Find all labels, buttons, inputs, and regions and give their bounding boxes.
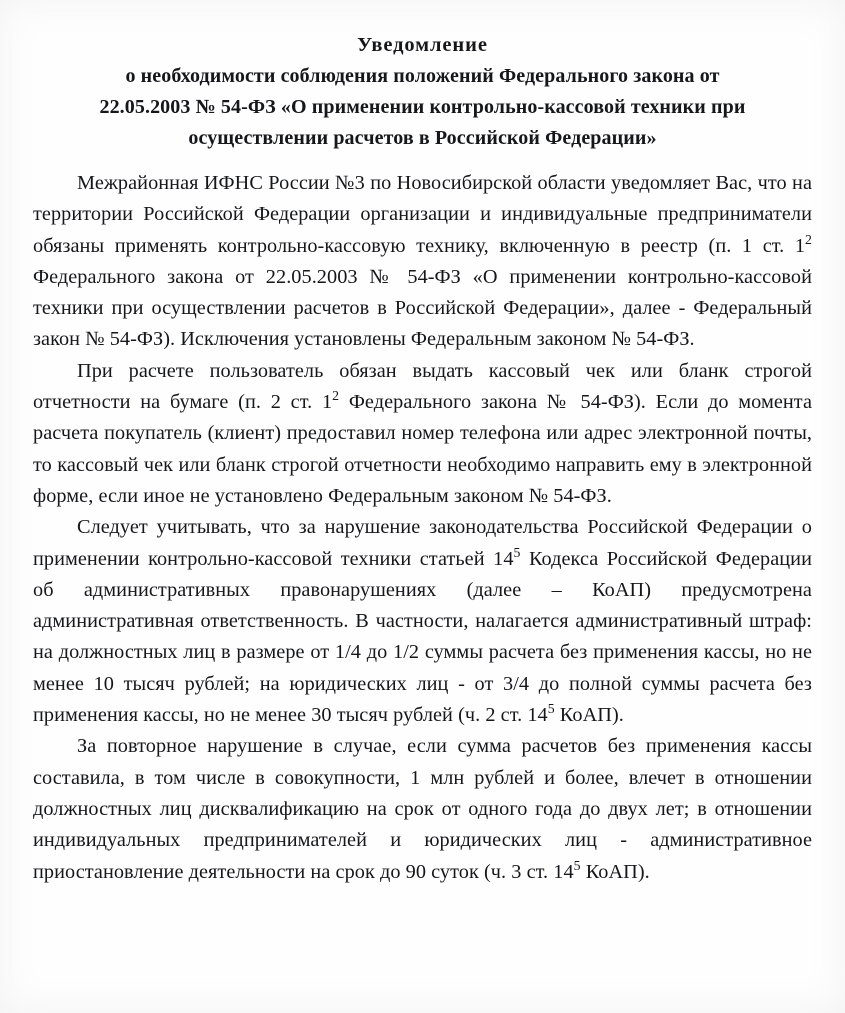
title-line-1: Уведомление — [357, 34, 488, 56]
paragraph-4: За повторное нарушение в случае, если сумма расчетов без применения кассы составила, в том числе в совокупности, 1 млн рублей и более, влечет в отношении должностных лиц дисквалификацию на срок от одного года до двух лет; в отношении индивидуальных предпринимателей и юридических лиц - административное приостановление деятельности на срок до 90 суток (ч. 3 ст. $14^5$ КоАП). — [33, 735, 812, 883]
title-line-2: о необходимости соблюдения положений Федерального закона от — [125, 65, 720, 87]
paragraph-2: При расчете пользователь обязан выдать кассовый чек или бланк строгой отчетности на бумаге (п. 2 ст. $1^2$ Федерального закона № 54-ФЗ). Если до момента расчета покупатель (клиент) предоставил номер телефона или адрес электронной почты, то кассовый чек или бланк строгой отчетности необходимо направить ему в электронной форме, если иное не установлено Федеральным законом № 54-ФЗ. — [33, 359, 813, 507]
paragraph-3: Следует учитывать, что за нарушение законодательства Российской Федерации о применении контрольно-кассовой техники статьей $14^5$ Кодекса Российской Федерации об административных правонарушениях (далее – КоАП) предусмотрена административная ответственность. В частности, налагается административный штраф: на должностных лиц в размере от 1/4 до 1/2 суммы расчета без применения кассы, но не менее 10 тысяч рублей; на юридических лиц - от 3/4 до полной суммы расчета без применения кассы, но не менее 30 тысяч рублей (ч. 2 ст. $14^5$ КоАП). — [33, 516, 812, 727]
title-line-4: осуществлении расчетов в Российской Федерации» — [188, 127, 657, 149]
document-body — [33, 168, 812, 888]
paragraph-1: Межрайонная ИФНС России №3 по Новосибирской области уведомляет Вас, что на территории Российской Федерации организации и индивидуальные предприниматели обязаны применять контрольно-кассовую технику, включенную в реестр (п. 1 ст. $1^2$ Федерального закона от 22.05.2003 № 54-ФЗ «О применении контрольно-кассовой техники при осуществлении расчетов в Российской Федерации», далее - Федеральный закон № 54-ФЗ). Исключения установлены Федеральным законом № 54-ФЗ. — [33, 172, 812, 351]
title-line-3: 22.05.2003 № 54-ФЗ «О применении контрольно-кассовой техники при — [99, 96, 746, 118]
page-title — [33, 30, 812, 154]
